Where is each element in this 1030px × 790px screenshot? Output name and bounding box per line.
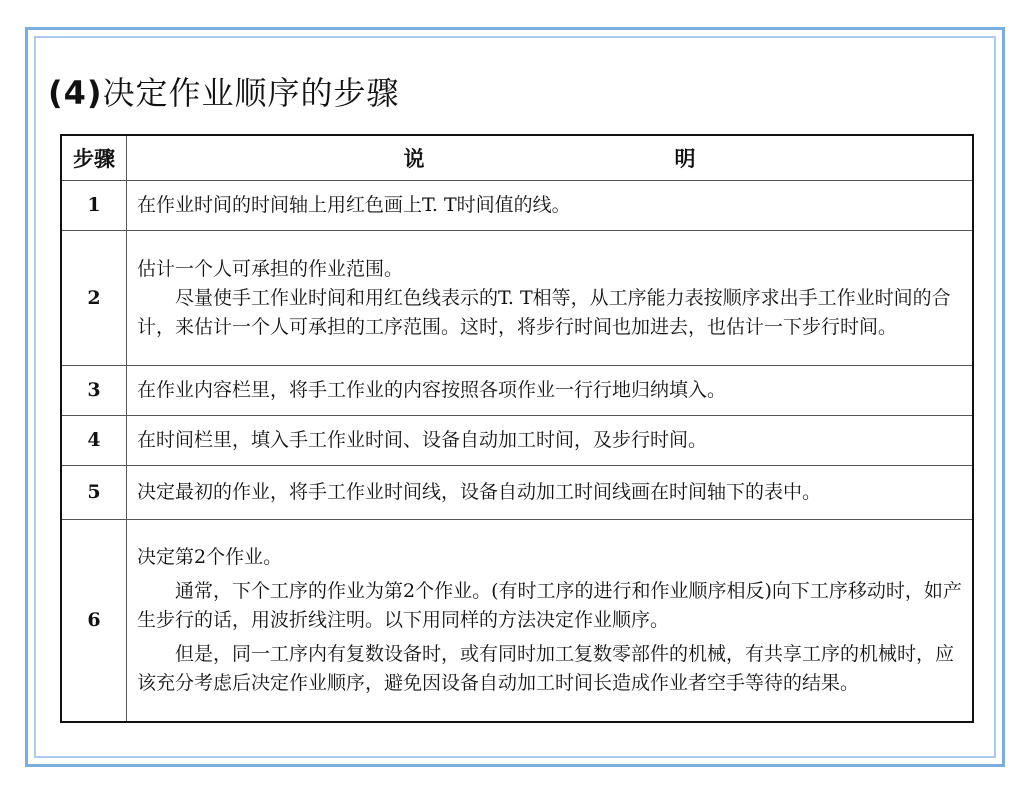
header-step: 步骤 [61,135,127,181]
description-paragraph: 在作业时间的时间轴上用红色画上T. T时间值的线。 [137,194,571,216]
header-desc-char-1: 说 [403,145,425,171]
step-number: 5 [61,466,127,520]
table-row [61,366,973,416]
description-paragraph: 尽量使手工作业时间和用红色线表示的T. T相等，从工序能力表按顺序求出手工作业时间的合计，来估计一个人可承担的工序范围。这时，将步行时间也加进去，也估计一下步行时间。 [137,286,951,338]
step-description [127,520,974,722]
page-title [48,68,400,114]
step-number: 3 [61,366,127,416]
step-description [127,366,974,416]
table-row [61,466,973,520]
slide-frame [25,27,1005,767]
step-number: 4 [61,416,127,466]
title-text: 决定作业顺序的步骤 [102,74,400,112]
table-row [61,231,973,366]
step-number: 1 [61,181,127,231]
step-description [127,416,974,466]
step-description [127,466,974,520]
description-paragraph: 通常，下个工序的作业为第2个作业。(有时工序的进行和作业顺序相反)向下工序移动时，如产生步行的话，用波折线注明。以下用同样的方法决定作业顺序。 [137,579,962,631]
header-description [127,135,974,181]
table-row [61,520,973,722]
description-paragraph: 在时间栏里，填入手工作业时间、设备自动加工时间，及步行时间。 [137,429,708,451]
step-description [127,181,974,231]
description-paragraph: 估计一个人可承担的作业范围。 [137,257,404,280]
title-number: (4) [48,74,103,112]
description-paragraph: 决定最初的作业，将手工作业时间线，设备自动加工时间线画在时间轴下的表中。 [137,481,822,503]
description-paragraph: 在作业内容栏里，将手工作业的内容按照各项作业一行行地归纳填入。 [137,379,727,401]
description-paragraph: 但是，同一工序内有复数设备时，或有同时加工复数零部件的机械，有共享工序的机械时，应该充分考虑后决定作业顺序，避免因设备自动加工时间长造成作业者空手等待的结果。 [137,642,955,694]
step-number: 6 [61,520,127,722]
step-description [127,231,974,366]
step-number: 2 [61,231,127,366]
table-row [61,181,973,231]
table-header-row [61,135,973,181]
description-paragraph: 决定第2个作业。 [137,545,283,568]
header-desc-char-2: 明 [674,145,696,171]
table-row [61,416,973,466]
steps-table [60,134,974,723]
